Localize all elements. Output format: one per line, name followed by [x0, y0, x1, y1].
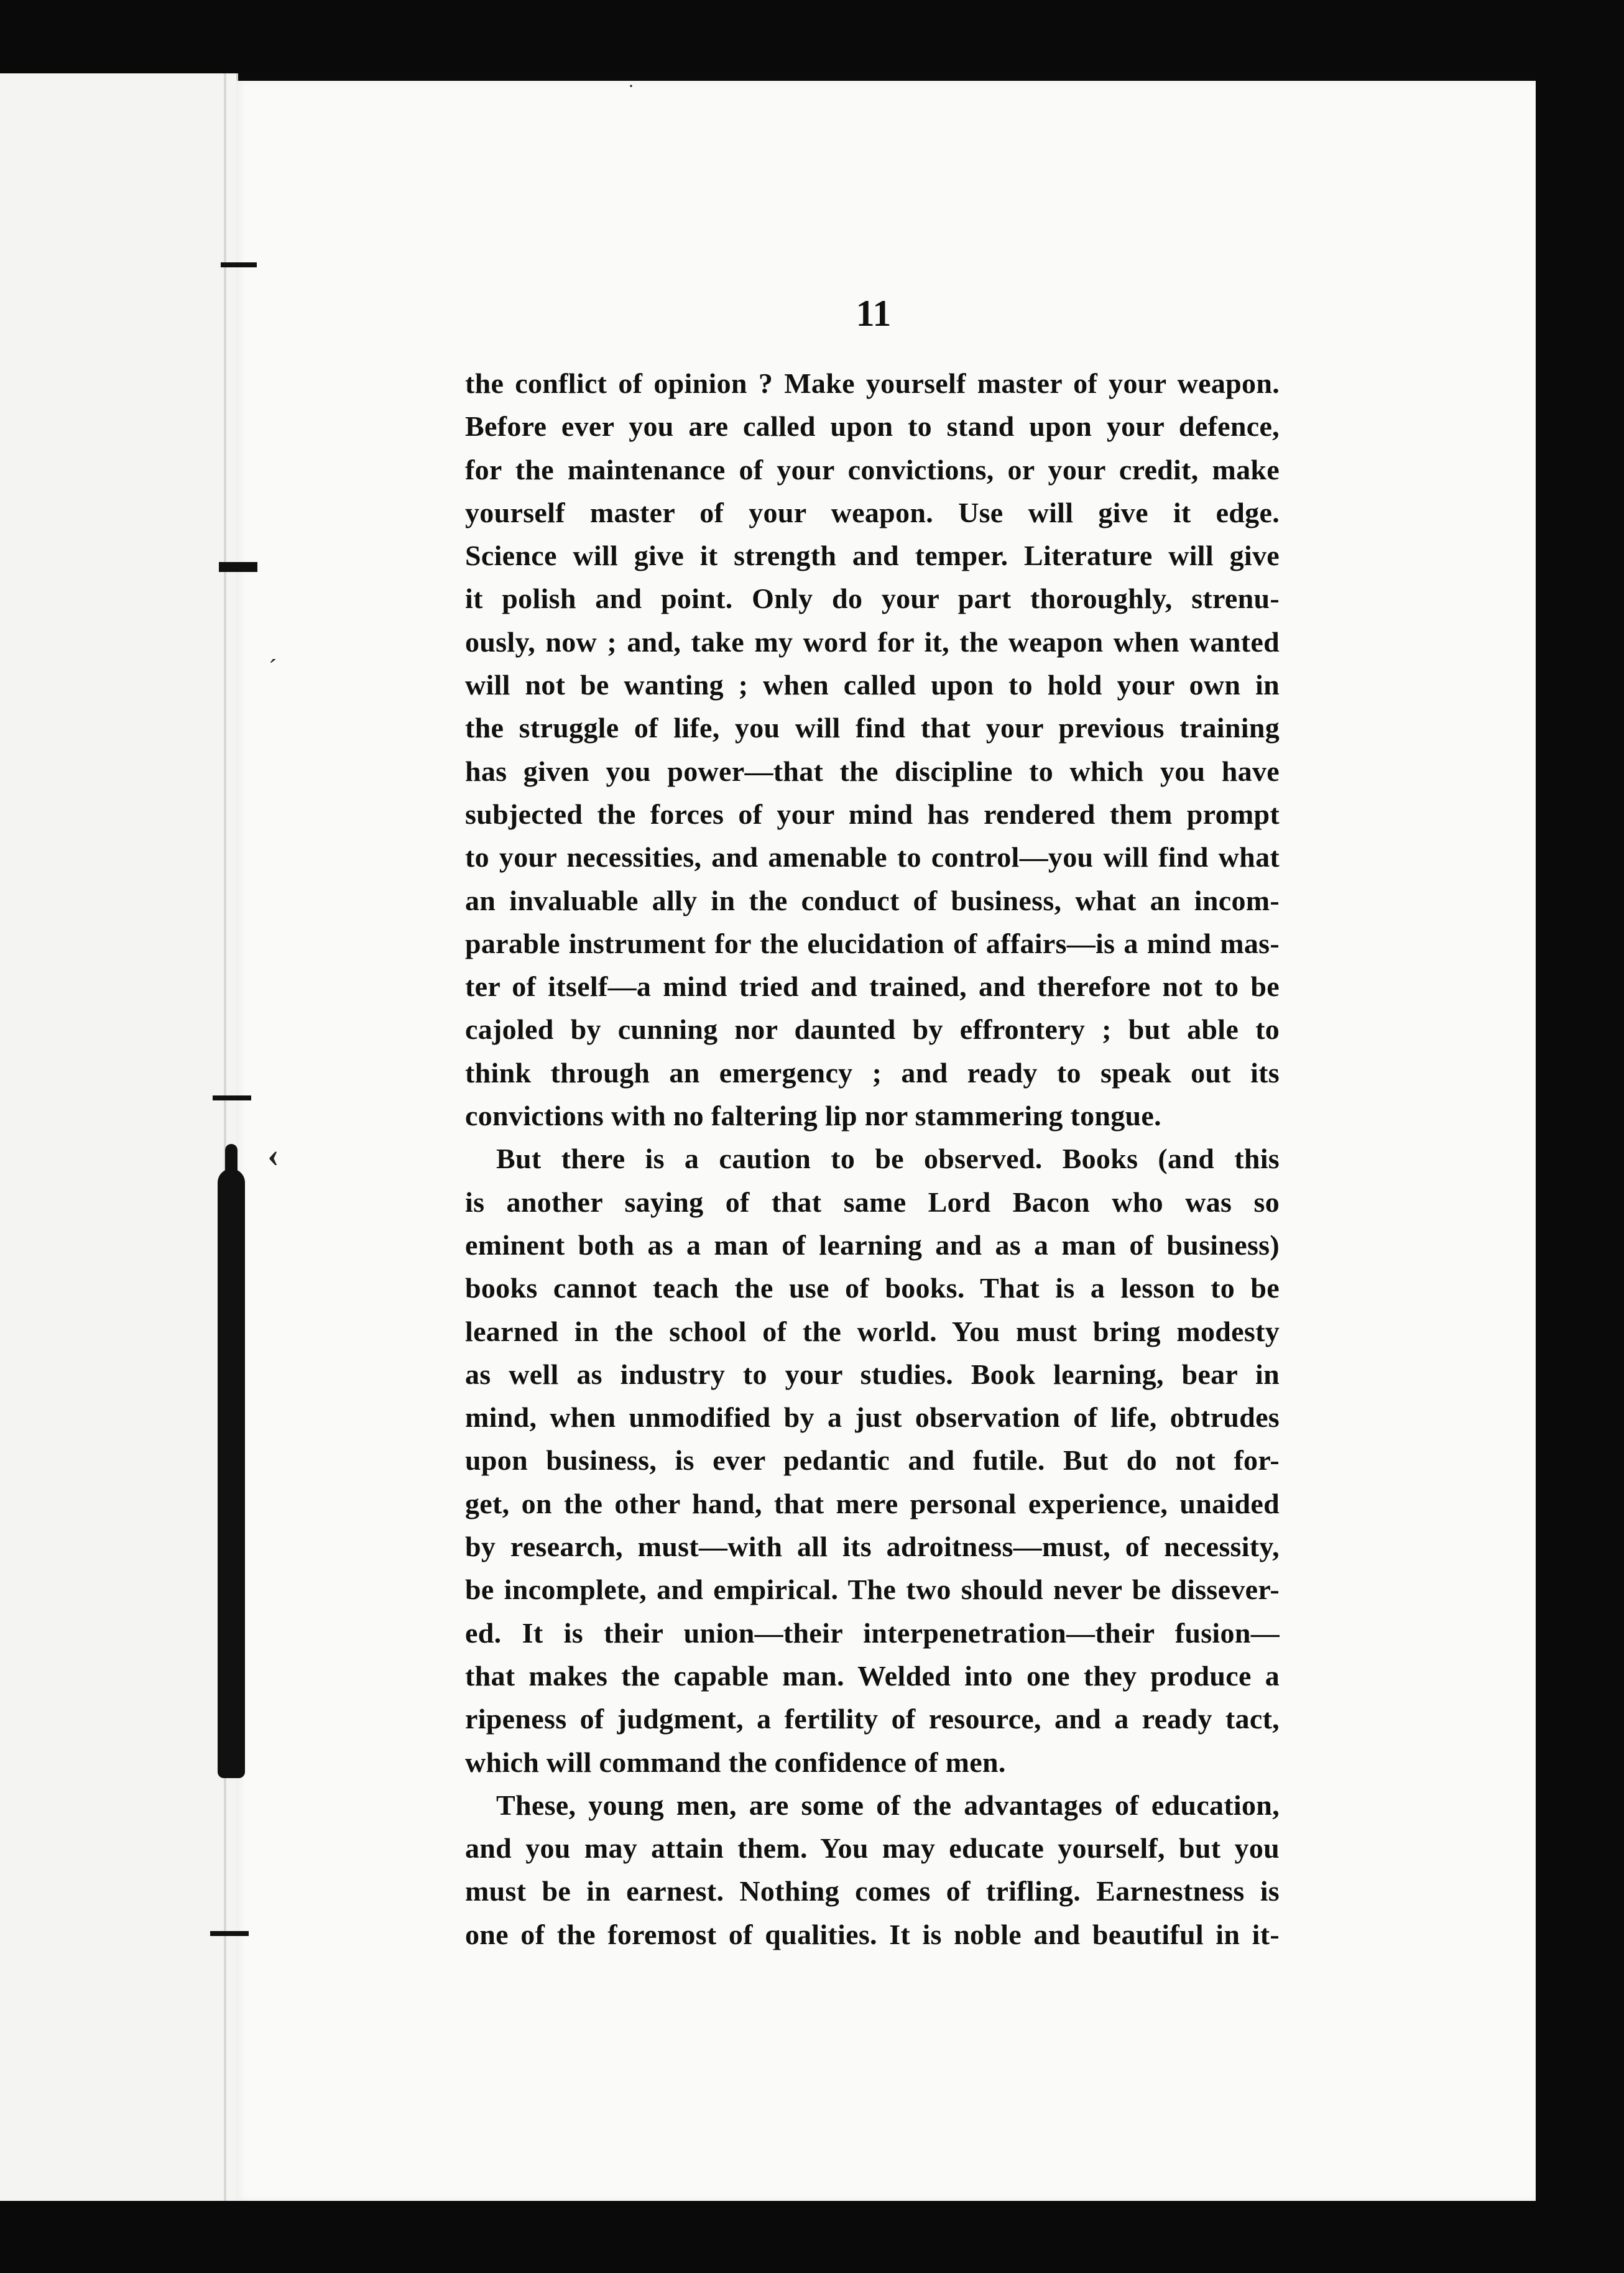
text-line: an invaluable ally in the conduct of business, what an incom-: [465, 884, 1280, 916]
text-line: parable instrument for the elucidation of affairs—is a mind mas-: [465, 927, 1280, 959]
text-line: is another saying of that same Lord Bacon who was so: [465, 1186, 1280, 1218]
text-line: subjected the forces of your mind has rendered them prompt: [465, 798, 1280, 830]
paragraph: [465, 1784, 1280, 1956]
scan-border-bottom: [0, 2201, 1624, 2273]
text-line: the conflict of opinion ? Make yourself master of your weapon.: [465, 367, 1280, 399]
binding-thread: [218, 1169, 245, 1778]
text-line: These, young men, are some of the advantages of education,: [496, 1789, 1280, 1821]
binding-stitch-mark: [221, 262, 257, 267]
text-line: get, on the other hand, that mere personal experience, unaided: [465, 1487, 1280, 1519]
text-line: ripeness of judgment, a fertility of resource, and a ready tact,: [465, 1703, 1280, 1735]
text-line: must be in earnest. Nothing comes of trifling. Earnestness is: [465, 1875, 1280, 1907]
text-line: by research, must—with all its adroitness—must, of necessity,: [465, 1531, 1280, 1563]
text-line: mind, when unmodified by a just observation of life, obtrudes: [465, 1401, 1280, 1434]
binding-stitch-mark: [219, 562, 257, 572]
paragraph: [465, 1137, 1280, 1783]
text-line: and you may attain them. You may educate yourself, but you: [465, 1832, 1280, 1865]
text-line: one of the foremost of qualities. It is noble and beautiful in it-: [465, 1918, 1280, 1950]
text-line: to your necessities, and amenable to control—you will find what: [465, 841, 1280, 874]
text-line: eminent both as a man of learning and as a man of business): [465, 1229, 1280, 1261]
text-line: as well as industry to your studies. Book learning, bear in: [465, 1358, 1280, 1390]
ink-speck: ‹: [267, 1136, 279, 1174]
text-line: ed. It is their union—their interpenetration—their fusion—: [465, 1616, 1280, 1649]
text-line: ously, now ; and, take my word for it, the weapon when wanted: [465, 625, 1280, 658]
text-line: for the maintenance of your convictions, or your credit, make: [465, 453, 1280, 486]
text-line: ter of itself—a mind tried and trained, and therefore not to be: [465, 971, 1280, 1003]
text-line: be incomplete, and empirical. The two should never be dissever-: [465, 1574, 1280, 1606]
text-line: will not be wanting ; when called upon to hold your own in: [465, 669, 1280, 701]
ink-speck: ˊ: [269, 654, 277, 682]
text-line: But there is a caution to be observed. Books (and this: [496, 1143, 1280, 1175]
scan-border-right: [1536, 0, 1624, 2273]
binding-stitch-mark: [213, 1095, 251, 1100]
text-line: Before ever you are called upon to stand upon your defence,: [465, 410, 1280, 443]
facing-page-edge: [0, 73, 238, 2201]
text-line: has given you power—that the discipline to which you have: [465, 755, 1280, 787]
text-line: Science will give it strength and temper. Literature will give: [465, 540, 1280, 572]
body-text: [465, 362, 1280, 1956]
page-number: 11: [856, 293, 892, 334]
scan-border-top: [0, 0, 1624, 73]
text-line: the struggle of life, you will find that your previous training: [465, 712, 1280, 744]
text-line: which will command the confidence of men.: [465, 1746, 1006, 1778]
text-line: books cannot teach the use of books. That is a lesson to be: [465, 1272, 1280, 1304]
text-line: convictions with no faltering lip nor stammering tongue.: [465, 1100, 1161, 1132]
text-line: yourself master of your weapon. Use will give it edge.: [465, 496, 1280, 528]
text-line: it polish and point. Only do your part thoroughly, strenu-: [465, 583, 1280, 615]
text-line: upon business, is ever pedantic and futile. But do not for-: [465, 1444, 1280, 1477]
text-line: learned in the school of the world. You must bring modesty: [465, 1315, 1280, 1347]
text-line: cajoled by cunning nor daunted by effrontery ; but able to: [465, 1013, 1280, 1046]
text-line: think through an emergency ; and ready to speak out its: [465, 1056, 1280, 1089]
paragraph: [465, 362, 1280, 1137]
gutter-fold: [224, 73, 226, 2201]
ink-speck: ·: [628, 76, 634, 96]
binding-stitch-mark: [210, 1931, 249, 1936]
text-line: that makes the capable man. Welded into one they produce a: [465, 1659, 1280, 1692]
